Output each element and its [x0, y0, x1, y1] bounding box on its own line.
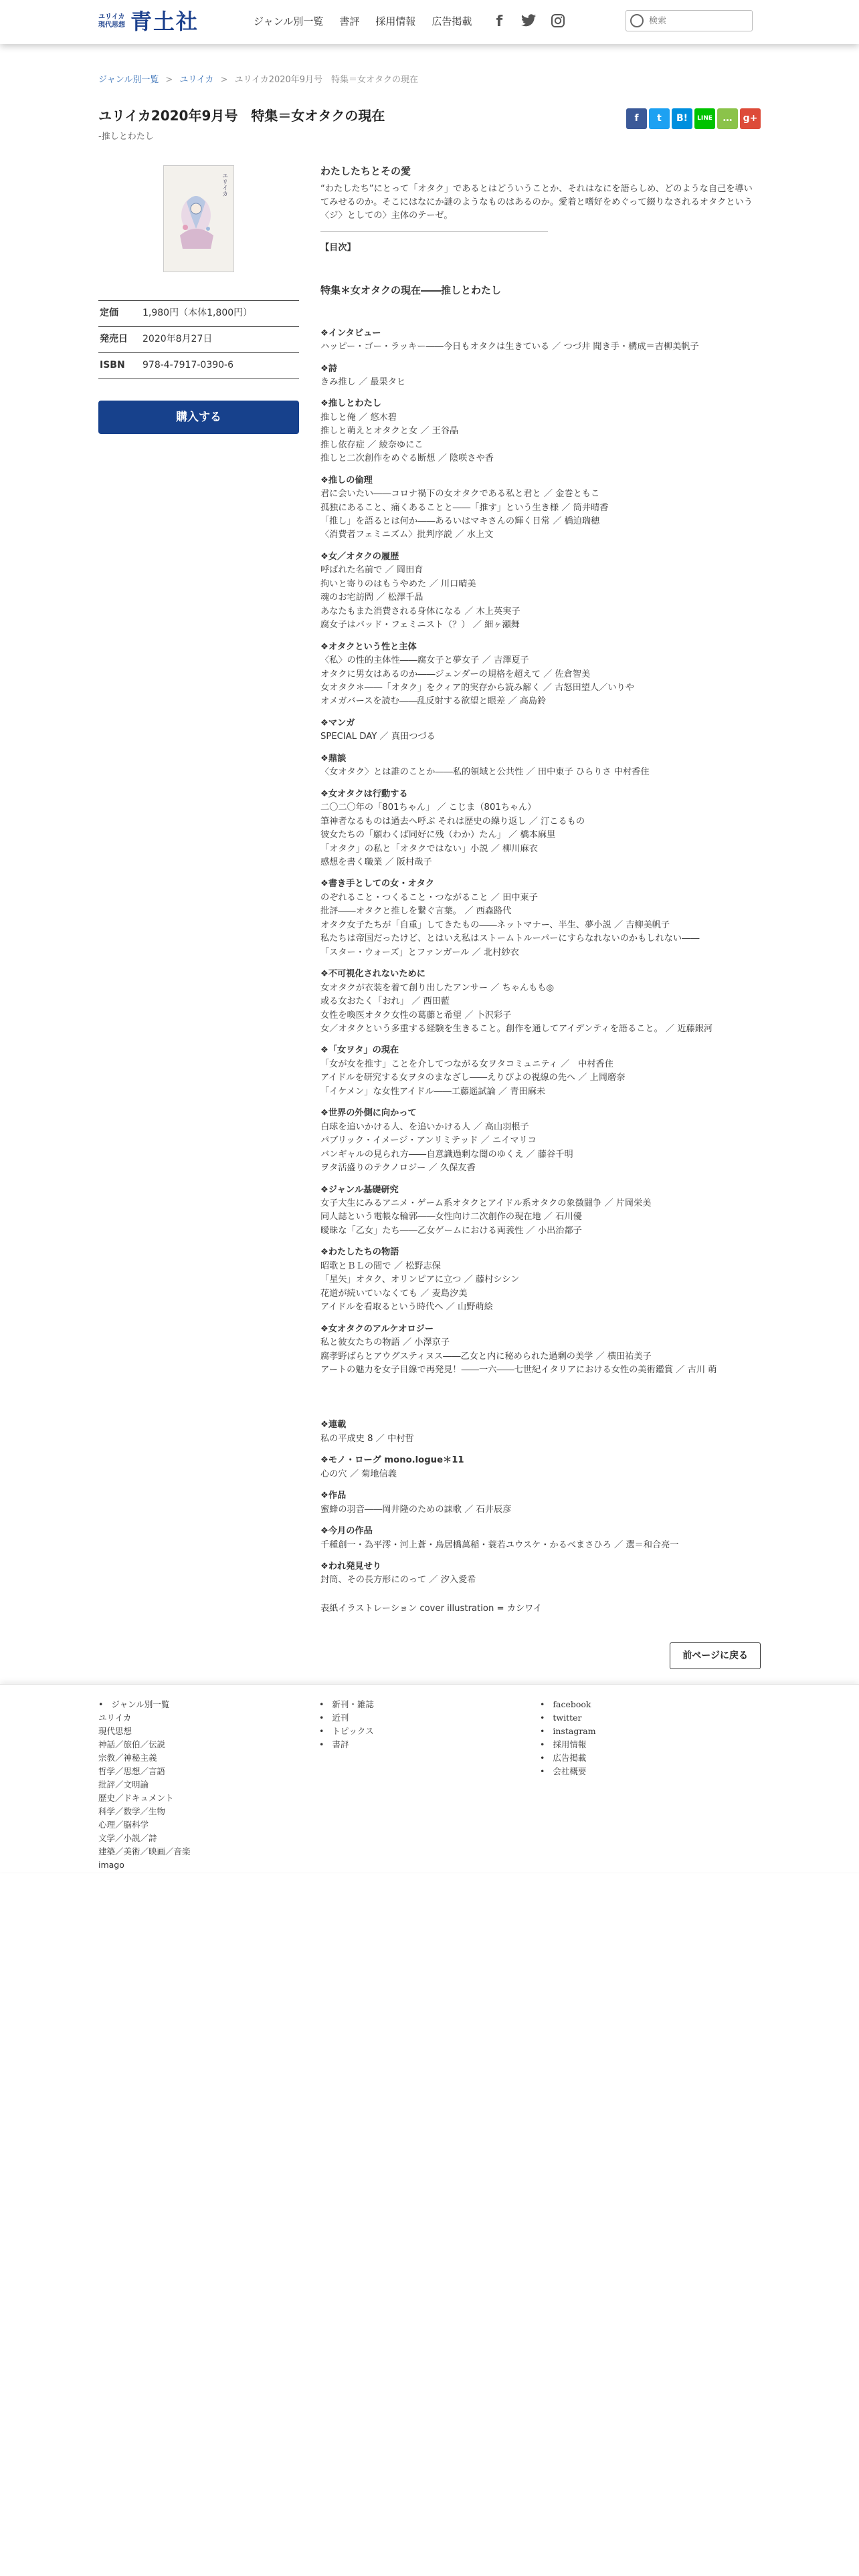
- site-footer: [0, 1684, 859, 1872]
- share-twitter-button[interactable]: t: [649, 108, 670, 129]
- toc-section: [320, 397, 761, 465]
- page-title: ユリイカ2020年9月号 特集＝女オタクの現在: [98, 108, 385, 124]
- footer-link[interactable]: • twitter: [540, 1711, 761, 1725]
- title-bar: [98, 106, 761, 144]
- toc-section: [320, 1525, 761, 1552]
- toc-section: [320, 1107, 761, 1175]
- footer-link[interactable]: 宗教／神秘主義: [98, 1753, 157, 1763]
- toc-section-heading: ❖詩: [320, 363, 338, 374]
- toc-entry: 呼ばれた名前で ／ 岡田育: [320, 565, 423, 576]
- footer-link[interactable]: 心理／脳科学: [98, 1820, 149, 1830]
- toc-section-heading: ❖わたしたちの物語: [320, 1247, 399, 1258]
- share-line-button[interactable]: LINE: [694, 108, 715, 129]
- toc-label: 【目次】: [320, 242, 356, 253]
- toc-section-heading: ❖マンガ: [320, 718, 355, 728]
- toc-section-heading: ❖オタクという性と主体: [320, 641, 417, 652]
- book-cover-image: [163, 165, 234, 272]
- book-description: [320, 158, 761, 1669]
- toc-section: [320, 788, 761, 870]
- nav-advertise[interactable]: 広告掲載: [432, 15, 472, 28]
- footer-link[interactable]: • 広告掲載: [540, 1751, 761, 1765]
- footer-link[interactable]: ユリイカ: [98, 1713, 132, 1723]
- toc-entry: 「オタク」の私と「オタクではない」小説 ／ 柳川麻衣: [320, 843, 538, 854]
- toc-entry: SPECIAL DAY ／ 真田つづる: [320, 732, 436, 742]
- toc-section-heading: ❖「女ヲタ」の現在: [320, 1045, 399, 1056]
- book-specs: [98, 300, 299, 379]
- share-comment-button[interactable]: …: [717, 108, 738, 129]
- spec-key: 発売日: [100, 334, 128, 345]
- breadcrumb-separator: >: [220, 75, 228, 85]
- toc-entry: 腐孝野ばらとアウグスティヌス――乙女と内に秘められた過剰の美学 ／ 横田祐美子: [320, 1351, 652, 1362]
- footer-genre-list: [98, 1711, 319, 1872]
- toc-section-heading: ❖女オタクは行動する: [320, 788, 408, 799]
- spec-key: 定価: [100, 308, 118, 319]
- description-text: “わたしたち”にとって「オタク」であるとはどういうことか、それはなにを語らしめ、どのような自己を導いてみせるのか。そこにはなにか謎のようなものはあるのか。愛着と嗜好をめぐって綴りなされるオタクという〈ジ〉としての〉主体のテーゼ。: [320, 183, 753, 221]
- nav-reviews[interactable]: 書評: [339, 15, 360, 28]
- toc-section: [320, 1323, 761, 1378]
- page-subtitle: -推しとわたし: [98, 132, 154, 142]
- toc-entry: 感想を書く職業 ／ 阪村哉子: [320, 857, 432, 867]
- footer-link[interactable]: 現代思想: [98, 1726, 132, 1737]
- toc-section: [320, 752, 761, 780]
- content-columns: [98, 158, 761, 1669]
- toc-entry: ハッピー・ゴー・ラッキー――今日もオタクは生きている ／ つづ井 聞き手・構成＝吉柳美帆子: [320, 342, 699, 352]
- breadcrumb: [98, 74, 761, 87]
- toc-entry: 拘いと寄りのはもうやめた ／ 川口晴美: [320, 578, 476, 589]
- toc-section-heading: ❖インタビュー: [320, 328, 381, 338]
- toc-entry: アートの魅力を女子目線で再発見！――一六――七世紀イタリアにおける女性の美術鑑賞 ／ 古川 萌: [320, 1364, 717, 1375]
- share-hatena-button[interactable]: B!: [672, 108, 692, 129]
- toc-entry: 女／オタクという多重する経験を生きること。創作を通してアイデンティを語ること。 ／ 近藤銀河: [320, 1023, 713, 1034]
- feature-title: 特集＊女オタクの現在――推しとわたし: [320, 284, 502, 297]
- toc-entry: 魂のお宅訪問 ／ 松澤千晶: [320, 593, 423, 603]
- toc-entry: 筆神者なるものは過去へ呼ぶ それは歴史の繰り返し ／ 汀こるもの: [320, 816, 585, 827]
- footer-link[interactable]: • 採用情報: [540, 1738, 761, 1751]
- back-button[interactable]: 前ページに戻る: [670, 1642, 761, 1669]
- share-buttons: [626, 108, 761, 129]
- toc-section: [320, 327, 761, 354]
- footer-link[interactable]: • 会社概要: [540, 1765, 761, 1778]
- toc-entry: のぞれること・つくること・つながること ／ 田中東子: [320, 892, 538, 903]
- toc-section: [320, 1489, 761, 1517]
- toc-entry: あなたもまた消費される身体になる ／ 木上英実子: [320, 606, 520, 617]
- toc-section: [320, 1246, 761, 1314]
- spec-value: 2020年8月27日: [142, 334, 213, 345]
- toc-entry: 「スター・ウォーズ」とファンガール ／ 北村紗衣: [320, 947, 519, 958]
- toc-section-heading: ❖女／オタクの履歴: [320, 551, 399, 562]
- toc-entry: バンギャルの見られ方――自意識過剰な闇のゆくえ ／ 藤谷千明: [320, 1149, 573, 1160]
- toc-entry: 「女が女を推す」ことを介してつながる女ヲタコミュニティ ／ 中村香住: [320, 1059, 613, 1069]
- toc-section: [320, 1184, 761, 1239]
- spec-row-release-date: [98, 327, 299, 353]
- toc-section-heading: ❖推しとわたし: [320, 399, 381, 409]
- toc-entry: オメガバースを読む――乱反射する欲望と眼差 ／ 高島鈴: [320, 696, 547, 707]
- footer-col-genres: [98, 1698, 319, 1872]
- share-facebook-button[interactable]: f: [626, 108, 647, 129]
- footer-link[interactable]: • instagram: [540, 1725, 761, 1738]
- search-box[interactable]: [626, 10, 753, 31]
- book-info: [98, 158, 299, 1669]
- toc-section: [320, 877, 761, 960]
- toc-regular-sections: [320, 1418, 761, 1588]
- toc-section-heading: ❖鼎談: [320, 753, 347, 764]
- toc-entry: 女オタク＊――「オタク」をクィア的実存から読み解く ／ 古怒田望人／いりや: [320, 683, 634, 693]
- toc-entry: アイドルを看取るという時代へ ／ 山野萌絵: [320, 1302, 493, 1313]
- toc-section-heading: ❖モノ・ローグ mono.logue＊11: [320, 1455, 464, 1466]
- toc-entry: 或る女おたく「おれ」 ／ 西田藍: [320, 996, 450, 1007]
- search-input[interactable]: [648, 15, 744, 27]
- toc-entry: 推しと二次創作をめぐる断想 ／ 陰咲さや香: [320, 453, 494, 464]
- toc-entry: 女子大生にみるアニメ・ゲーム系オタクとアイドル系オタクの象徴闘争 ／ 片岡栄美: [320, 1198, 652, 1208]
- toc-section: [320, 1418, 761, 1446]
- site-header: [0, 0, 859, 44]
- spec-row-price: [98, 301, 299, 327]
- toc-entry: 腐女子はバッド・フェミニスト（？） ／ 細ヶ瀬舞: [320, 620, 520, 631]
- footer-link[interactable]: imago: [98, 1860, 124, 1870]
- toc-entry: 推しと俺 ／ 悠木碧: [320, 412, 397, 423]
- toc-entry: 曖昧な「乙女」たち――乙女ゲームにおける両義性 ／ 小出治都子: [320, 1225, 582, 1236]
- divider: [320, 231, 548, 232]
- toc-entry: オタク女子たちが「自重」してきたもの――ネットマナー、半生、夢小説 ／ 吉柳美帆子: [320, 920, 670, 930]
- toc-section-heading: ❖われ発見せり: [320, 1562, 381, 1572]
- toc-entry: 「星矢」オタク、オリンピアに立つ ／ 藤村シシン: [320, 1275, 520, 1285]
- toc-section: [320, 717, 761, 744]
- footer-link[interactable]: • 書評: [319, 1738, 540, 1751]
- cover-illustration: [173, 189, 220, 253]
- share-googleplus-button[interactable]: g+: [740, 108, 761, 129]
- toc-entry: 〈女オタク〉とは誰のことか――私的領域と公共性 ／ 田中東子 ひらりさ 中村香住: [320, 767, 650, 778]
- toc-section-heading: ❖女オタクのアルケオロジー: [320, 1323, 434, 1334]
- main-content: [98, 44, 761, 1669]
- toc-entry: 推し依存症 ／ 綾奈ゆにこ: [320, 439, 423, 450]
- footer-link[interactable]: 文学／小説／詩: [98, 1833, 157, 1844]
- footer-col-links: [540, 1698, 761, 1872]
- footer-genre-head[interactable]: • ジャンル別一覧: [98, 1698, 319, 1711]
- global-nav: [254, 0, 579, 44]
- footer-link[interactable]: 神話／旅伯／伝説: [98, 1739, 166, 1750]
- twitter-icon[interactable]: [520, 13, 537, 31]
- footer-link[interactable]: • トピックス: [319, 1725, 540, 1738]
- breadcrumb-separator: >: [165, 75, 173, 85]
- search-icon[interactable]: [630, 14, 644, 27]
- nav-recruit[interactable]: 採用情報: [375, 15, 416, 28]
- toc-entry: きみ推し ／ 最果タヒ: [320, 377, 406, 387]
- toc-entry: パブリック・イメージ・アンリミテッド ／ ニイマリコ: [320, 1136, 537, 1146]
- footer-link[interactable]: • 新刊・雑誌: [319, 1698, 540, 1711]
- toc-entry: 二〇二〇年の「801ちゃん」 ／ こじま（801ちゃん）: [320, 802, 537, 813]
- toc-section: [320, 474, 761, 542]
- toc-entry: 女性を喚医オタク女性の葛藤と希望 ／ 卜沢彩子: [320, 1010, 512, 1021]
- toc-section-heading: ❖ジャンル基礎研究: [320, 1184, 399, 1195]
- toc-entry: 女オタクが衣装を着て創り出したアンサー ／ ちゃんもも◎: [320, 982, 555, 993]
- social-links: [490, 13, 579, 31]
- breadcrumb-genre[interactable]: ジャンル別一覧: [98, 75, 159, 85]
- footer-link[interactable]: • 近刊: [319, 1711, 540, 1725]
- toc-entry: 〈消費者フェミニズム〉批判序説 ／ 水上文: [320, 530, 494, 540]
- toc-entry: 私の平成史 8 ／ 中村哲: [320, 1433, 414, 1444]
- spec-key: ISBN: [100, 360, 125, 371]
- cover-vertical-text: ユリイカ: [221, 173, 227, 197]
- toc-entry: 君に会いたい――コロナ禍下の女オタクである私と君と ／ 金巻ともこ: [320, 489, 600, 500]
- toc-section-heading: ❖不可視化されないために: [320, 969, 425, 980]
- footer-link[interactable]: 建築／美術／映画／音楽: [98, 1846, 191, 1857]
- facebook-icon[interactable]: f: [496, 13, 503, 30]
- breadcrumb-eureka[interactable]: ユリイカ: [179, 75, 214, 85]
- footer-link[interactable]: 科学／数学／生物: [98, 1806, 166, 1817]
- toc-section: [320, 1454, 761, 1481]
- toc-entry: オタクに男女はあるのか――ジェンダーの規格を超えて ／ 佐倉智美: [320, 669, 591, 679]
- toc-section: [320, 1044, 761, 1099]
- footer-link[interactable]: • facebook: [540, 1698, 761, 1711]
- cover-illustration-credit: 表紙イラストレーション cover illustration = カシワイ: [320, 1603, 543, 1614]
- buy-button[interactable]: 購入する: [98, 401, 299, 434]
- toc-section-heading: ❖作品: [320, 1491, 347, 1501]
- toc-entry: 彼女たちの「願わくば同好に残（わか）たん」 ／ 橋本麻里: [320, 830, 556, 841]
- instagram-icon[interactable]: [549, 13, 567, 31]
- toc-section-heading: ❖今月の作品: [320, 1526, 373, 1537]
- toc-entry: 白球を追いかける人、を追いかける人 ／ 高山羽根子: [320, 1121, 529, 1132]
- toc-entry: 花道が続いていなくても ／ 麦島汐美: [320, 1288, 468, 1299]
- toc-entry: 千種創一・為平澪・河上蒼・鳥居橋萬稲・蓑若ユウスケ・かるべまさひろ ／ 選＝和合亮一: [320, 1539, 679, 1550]
- footer-link[interactable]: 歴史／ドキュメント: [98, 1793, 174, 1804]
- toc-entry: 孤独にあること、痛くあることと――「推す」という生き様 ／ 筒井晴香: [320, 502, 609, 513]
- toc-entry: ヲタ活盛りのテクノロジー ／ 久保友香: [320, 1163, 476, 1174]
- toc-entry: 私たちは帝国だったけど、とはいえ私はストームトルーパーにすらなれないのかもしれない――: [320, 934, 700, 944]
- toc-section: [320, 968, 761, 1036]
- toc-section-heading: ❖書き手としての女・オタク: [320, 879, 435, 889]
- logo-title: 青土社: [130, 9, 199, 34]
- spec-row-isbn: [98, 353, 299, 379]
- toc-entry: 封筒、その長方形にのって ／ 汐入愛希: [320, 1575, 476, 1586]
- spec-value: 1,980円（本体1,800円）: [142, 308, 253, 319]
- toc-entry: 批評――オタクと推しを繋ぐ言葉。 ／ 西森路代: [320, 906, 512, 917]
- site-logo[interactable]: [98, 8, 199, 35]
- toc-entry: 同人誌という電帳な輪郭――女性向け二次創作の現在地 ／ 石川優: [320, 1212, 582, 1222]
- toc-section: [320, 641, 761, 709]
- toc-entry: 推しと萌えとオタクと女 ／ 王谷晶: [320, 426, 459, 437]
- toc-entry: 蜜蜂の羽音――岡井隆のための誄歌 ／ 石井辰彦: [320, 1504, 512, 1515]
- spec-value: 978-4-7917-0390-6: [142, 360, 234, 371]
- nav-genre[interactable]: ジャンル別一覧: [254, 15, 324, 28]
- toc-section-heading: ❖推しの倫理: [320, 475, 373, 486]
- toc-section: [320, 1560, 761, 1588]
- toc-entry: 昭歌とＢＬの間で ／ 松野志保: [320, 1261, 441, 1271]
- footer-link[interactable]: 批評／文明論: [98, 1780, 149, 1790]
- toc-section-heading: ❖連載: [320, 1420, 347, 1430]
- toc-section: [320, 550, 761, 633]
- breadcrumb-current: ユリイカ2020年9月号 特集＝女オタクの現在: [234, 75, 419, 85]
- toc-entry: 私と彼女たちの物語 ／ 小澤京子: [320, 1337, 450, 1348]
- toc-entry: 「推し」を語るとは何か――あるいはマキさんの輝く日常 ／ 橋迫瑞穂: [320, 516, 600, 527]
- toc-section: [320, 362, 761, 390]
- toc-entry: 〈私〉の性的主体性――腐女子と夢女子 ／ 吉澤夏子: [320, 655, 529, 666]
- footer-link[interactable]: 哲学／思想／言語: [98, 1766, 166, 1777]
- toc-entry: 心の穴 ／ 菊地信義: [320, 1469, 397, 1479]
- toc-sections: [320, 327, 761, 1378]
- toc-entry: 「イケメン」な女性アイドル――工藤遥試論 ／ 青田麻未: [320, 1086, 546, 1097]
- footer-col-books: [319, 1698, 540, 1872]
- toc-entry: アイドルを研究する女ヲタのまなざし――えりぴよの視線の先へ ／ 上岡磨奈: [320, 1073, 626, 1083]
- logo-subtitle: ユリイカ 現代思想: [98, 13, 125, 29]
- back-wrap: [320, 1642, 761, 1669]
- description-title: わたしたちとその愛: [320, 165, 411, 178]
- toc-section-heading: ❖世界の外側に向かって: [320, 1108, 417, 1119]
